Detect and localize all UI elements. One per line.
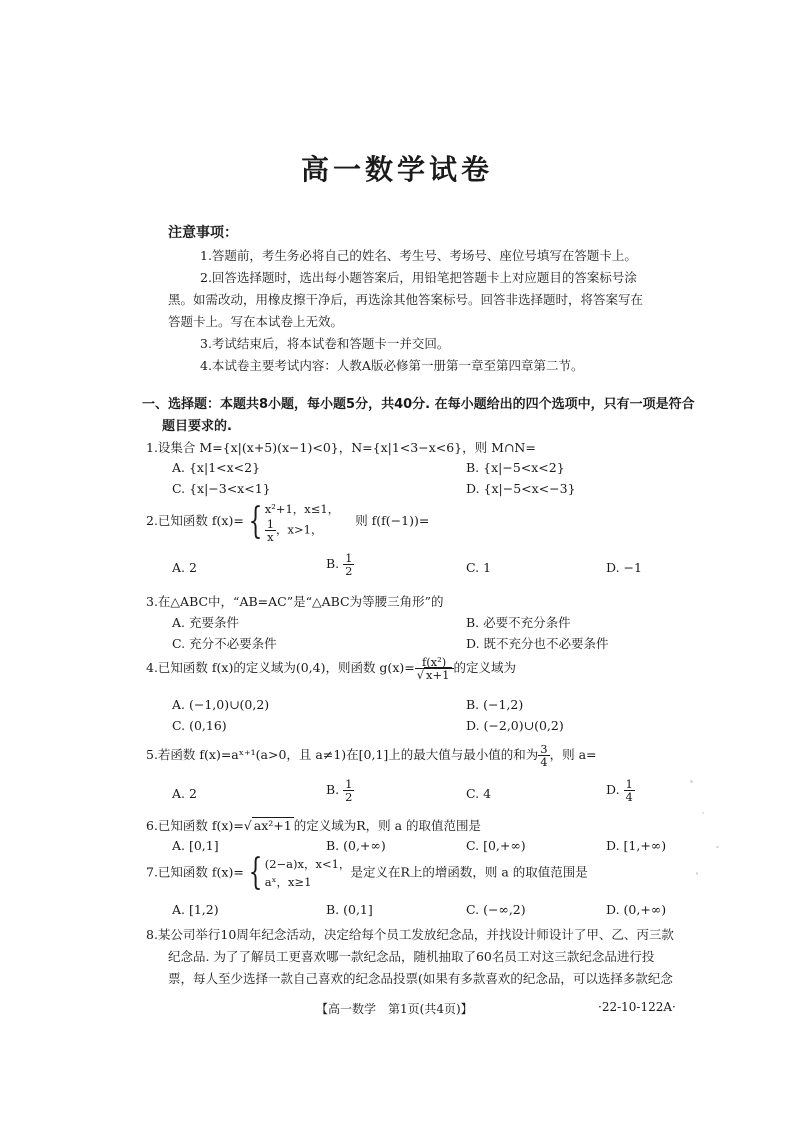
fraction-numerator: 1	[345, 551, 353, 565]
fraction-numerator: f(x²)	[415, 656, 454, 669]
option-label: B.	[326, 782, 340, 798]
question-2-stem	[146, 500, 429, 543]
question-1-option-c: C. {x|−3<x<1}	[172, 481, 271, 496]
fraction-denominator: 4	[625, 790, 633, 805]
question-2-case-2-tail: ，x>1，	[276, 522, 323, 537]
question-2-prefix: 2.已知函数 f(x)=	[146, 513, 244, 529]
question-2-case-2-fraction	[265, 518, 276, 543]
question-2-case-1: x²+1，x≤1，	[264, 502, 340, 516]
question-4-fraction	[415, 656, 454, 681]
question-2-option-d: D. −1	[606, 560, 642, 575]
notes-heading: 注意事项：	[168, 225, 238, 241]
question-2-option-b-fraction	[343, 552, 354, 577]
question-5-option-d-fraction	[624, 778, 635, 803]
question-2-suffix: 则 f(f(−1))=	[355, 513, 430, 529]
page-code: ·22-10-122A·	[598, 1000, 676, 1014]
sqrt-radicand: ax²+1	[253, 818, 292, 833]
question-6-suffix: 的定义域为R，则 a 的取值范围是	[293, 818, 482, 833]
fraction-denominator: 4	[540, 755, 548, 770]
question-2-cases	[265, 500, 340, 543]
sqrt-radicand: x+1	[426, 668, 450, 683]
question-6-stem	[146, 816, 481, 834]
scan-speckle	[716, 846, 719, 848]
note-item-2: 2.回答选择题时，选出每小题答案后，用铅笔把答题卡上对应题目的答案标号涂	[200, 270, 637, 285]
scan-speckle	[690, 780, 693, 783]
question-5-option-d	[606, 778, 635, 803]
question-6-option-c: C. [0,+∞)	[466, 838, 526, 853]
option-label: D.	[606, 782, 620, 798]
question-8-line-3: 票，每人至少选择一款自己喜欢的纪念品投票(如果有多款喜欢的纪念品，可以选择多款纪念	[168, 971, 673, 986]
question-5-prefix: 5.若函数 f(x)=aˣ⁺¹(a>0，且 a≠1)在[0,1]上的最大值与最小值的和为	[146, 747, 539, 763]
question-7-case-2: aˣ，x≥1	[264, 875, 312, 889]
note-item-4: 4.本试卷主要考试内容：人教A版必修第一册第一章至第四章第二节。	[200, 358, 584, 373]
question-6-option-a: A. [0,1]	[172, 838, 219, 853]
question-7-cases	[265, 855, 351, 891]
fraction-denominator	[415, 669, 454, 681]
question-2-option-c: C. 1	[466, 560, 492, 575]
scan-speckle	[696, 872, 698, 875]
page-footer: 【高一数学 第1页(共4页)】	[316, 1002, 473, 1016]
question-5-stem	[146, 743, 597, 768]
note-item-1: 1.答题前，考生务必将自己的姓名、考生号、考场号、座位号填写在答题卡上。	[200, 248, 637, 263]
question-2-option-a: A. 2	[172, 560, 197, 575]
scan-speckle	[702, 812, 704, 814]
question-4-suffix: 的定义域为	[453, 660, 517, 676]
question-7-option-b: B. (0,1]	[326, 902, 373, 917]
question-1-stem: 1.设集合 M={x|(x+5)(x−1)<0}，N={x|1<3−x<6}，则 M∩N=	[146, 440, 536, 455]
question-5-option-a: A. 2	[172, 786, 197, 801]
question-4-option-b: B. (−1,2)	[466, 697, 524, 712]
question-5-option-c: C. 4	[466, 786, 492, 801]
section-heading-cont: 题目要求的.	[162, 419, 232, 434]
question-7-option-a: A. [1,2)	[172, 902, 219, 917]
question-6-option-b: B. (0,+∞)	[326, 838, 386, 853]
note-item-2-cont2: 答题卡上。写在本试卷上无效。	[168, 314, 344, 329]
fraction-denominator: 2	[345, 790, 353, 805]
fraction-numerator: 1	[625, 777, 633, 791]
fraction-numerator: 1	[266, 517, 275, 531]
question-7-option-c: C. (−∞,2)	[466, 902, 526, 917]
question-4-prefix: 4.已知函数 f(x)的定义域为(0,4)，则函数 g(x)=	[146, 660, 415, 676]
question-4-option-a: A. (−1,0)∪(0,2)	[172, 697, 270, 712]
question-6-prefix: 6.已知函数 f(x)=√	[146, 818, 252, 833]
question-8-line-2: 纪念品. 为了了解员工更喜欢哪一款纪念品，随机抽取了60名员工对这三款纪念品进行投	[168, 949, 655, 964]
question-3-option-c: C. 充分不必要条件	[172, 636, 277, 651]
question-3-option-b: B. 必要不充分条件	[466, 615, 571, 630]
fraction-numerator: 1	[345, 777, 353, 791]
question-5-suffix: ，则 a=	[549, 747, 597, 763]
question-7-option-d: D. (0,+∞)	[606, 902, 667, 917]
question-7-brace: {	[248, 852, 263, 893]
question-5-fraction	[538, 743, 549, 768]
option-label: B.	[326, 556, 340, 572]
question-5-option-b	[326, 778, 354, 803]
question-1-option-a: A. {x|1<x<2}	[172, 460, 261, 475]
question-7-stem	[146, 852, 588, 893]
fraction-numerator: 3	[540, 742, 548, 756]
question-1-option-b: B. {x|−5<x<2}	[466, 460, 565, 475]
question-4-stem	[146, 656, 516, 681]
note-item-2-cont: 黑。如需改动，用橡皮擦干净后，再选涂其他答案标号。回答非选择题时，将答案写在	[168, 292, 644, 307]
question-8-line-1: 8.某公司举行10周年纪念活动，决定给每个员工发放纪念品，并找设计师设计了甲、乙、丙三款	[146, 927, 674, 942]
question-3-stem: 3.在△ABC中，“AB=AC”是“△ABC为等腰三角形”的	[146, 594, 444, 609]
fraction-denominator: 2	[345, 564, 353, 579]
question-2-option-b	[326, 552, 354, 577]
question-2-case-2	[265, 518, 340, 543]
question-7-prefix: 7.已知函数 f(x)=	[146, 864, 244, 880]
question-4-option-c: C. (0,16)	[172, 718, 227, 733]
question-3-option-d: D. 既不充分也不必要条件	[466, 636, 609, 651]
question-5-option-b-fraction	[343, 778, 354, 803]
question-1-option-d: D. {x|−5<x<−3}	[466, 481, 576, 496]
note-item-3: 3.考试结束后，将本试卷和答题卡一并交回。	[200, 336, 450, 351]
page-title: 高一数学试卷	[300, 153, 493, 186]
sqrt-sign: √	[416, 668, 425, 683]
fraction-denominator: x	[267, 530, 274, 545]
question-6-option-d: D. [1,+∞)	[606, 838, 667, 853]
question-7-suffix: 是定义在R上的增函数，则 a 的取值范围是	[350, 864, 588, 880]
question-4-option-d: D. (−2,0)∪(0,2)	[466, 718, 564, 733]
question-2-brace: {	[248, 500, 263, 542]
question-3-option-a: A. 充要条件	[172, 615, 239, 630]
question-7-case-1: (2−a)x，x<1，	[264, 857, 351, 871]
section-heading: 一、选择题：本题共8小题，每小题5分，共40分. 在每小题给出的四个选项中，只有一项是符合	[142, 397, 695, 412]
